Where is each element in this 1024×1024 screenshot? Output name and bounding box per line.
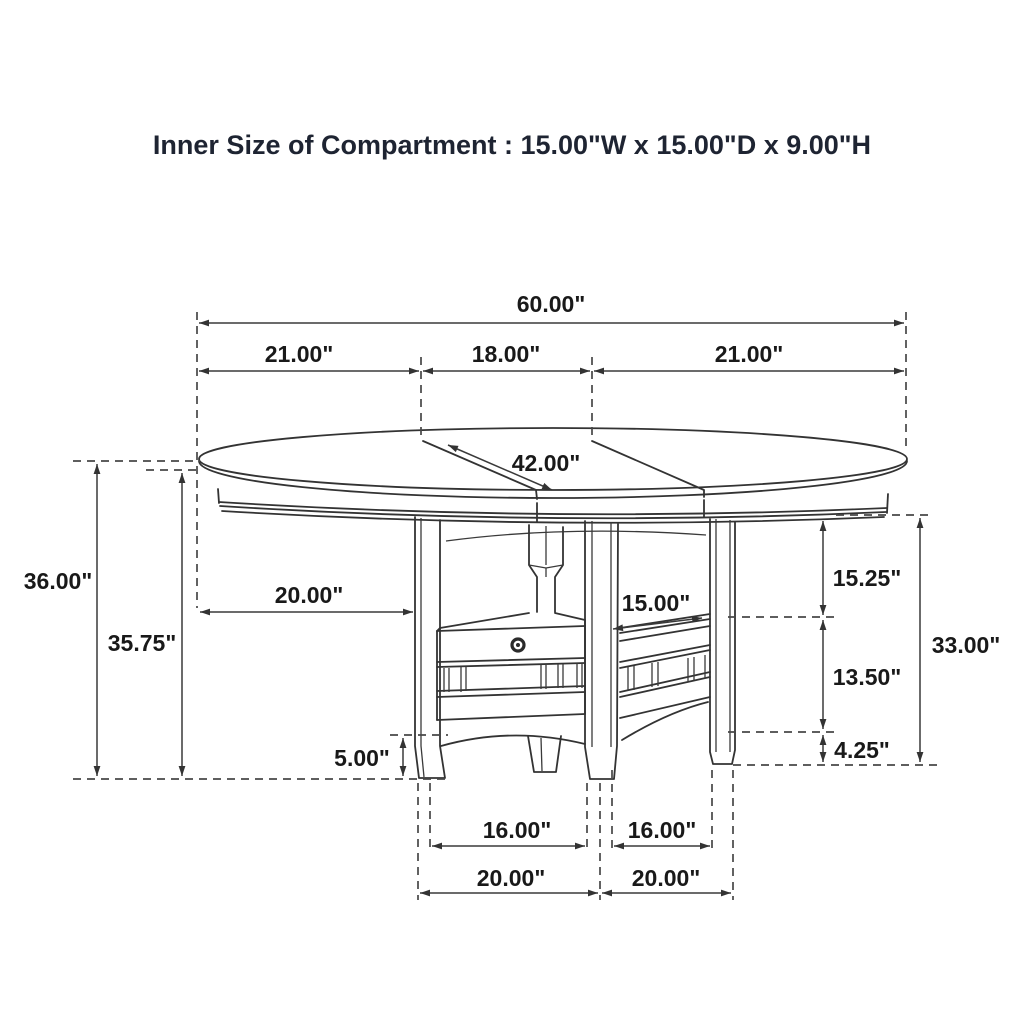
apron-band xyxy=(218,489,888,541)
compartment-front xyxy=(437,613,585,772)
extension-lines xyxy=(73,312,938,900)
compartment-right-side xyxy=(620,614,710,740)
dim-label-overall-width: 60.00" xyxy=(516,291,586,317)
dim-label-apron-to-compartment: 15.25" xyxy=(832,565,902,591)
dimension-lines xyxy=(97,323,920,893)
dim-label-overhang: 20.00" xyxy=(274,582,344,608)
dim-label-top-depth-diagonal: 42.00" xyxy=(511,450,581,476)
dim-label-underside-height: 35.75" xyxy=(107,630,177,656)
dim-label-feet-inner-left: 16.00" xyxy=(482,817,552,843)
dim-label-feet-inner-right: 16.00" xyxy=(627,817,697,843)
dim-label-top-left-section: 21.00" xyxy=(264,341,334,367)
dim-label-pedestal-height: 33.00" xyxy=(931,632,1001,658)
dimension-labels xyxy=(24,291,1000,891)
leg-front-left xyxy=(415,517,445,778)
diagram-title: Inner Size of Compartment : 15.00"W x 15.00"D x 9.00"H xyxy=(152,130,872,160)
dim-label-total-height: 36.00" xyxy=(23,568,93,594)
leaf-seam-right xyxy=(592,441,704,517)
dim-label-compartment-section: 13.50" xyxy=(832,664,902,690)
dim-label-top-center-section: 18.00" xyxy=(471,341,541,367)
dim-label-top-right-section: 21.00" xyxy=(714,341,784,367)
dim-label-base-section: 4.25" xyxy=(834,737,890,763)
leg-rear-right xyxy=(710,519,735,764)
dim-label-foot-clearance: 5.00" xyxy=(334,745,390,771)
pedestal-column xyxy=(529,525,563,612)
leg-front-right xyxy=(585,521,618,779)
dim-label-feet-outer-left: 20.00" xyxy=(476,865,546,891)
dim-label-compartment-opening: 15.00" xyxy=(621,590,691,616)
dim-label-feet-outer-right: 20.00" xyxy=(631,865,701,891)
